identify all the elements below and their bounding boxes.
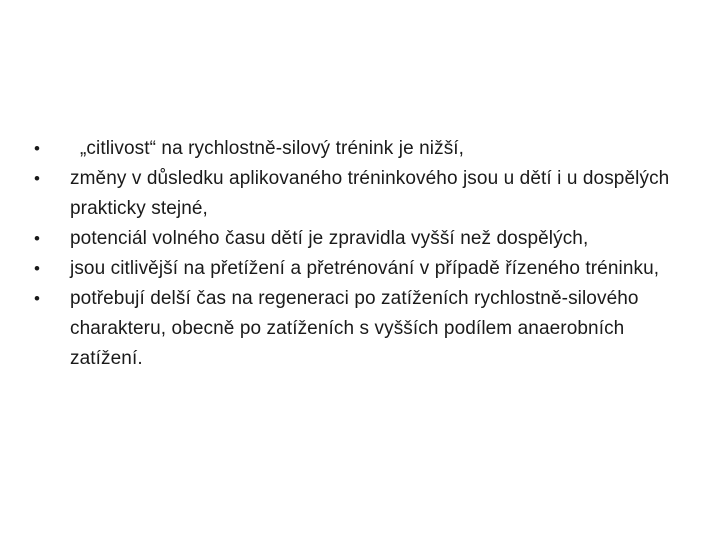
bullet-text-2: změny v důsledku aplikovaného tréninkového jsou u dětí i u dospělých prakticky stejné, [70, 168, 670, 219]
bullet-icon: • [33, 169, 41, 188]
bullet-item-4 [30, 254, 680, 284]
bullet-icon: • [33, 289, 41, 308]
bullet-text-3: potenciál volného času dětí je zpravidla vyšší než dospělých, [70, 228, 589, 249]
bullet-text-5: potřebují delší čas na regeneraci po zatíženích rychlostně-silového charakteru, obecně po zatíženích s vyšších podílem anaerobních zatížení. [70, 288, 639, 369]
bullet-item-5 [30, 284, 680, 374]
bullet-icon: • [33, 229, 41, 248]
bullet-text-4: jsou citlivější na přetížení a přetrénování v případě řízeného tréninku, [70, 258, 660, 279]
bullet-text-1: „citlivost“ na rychlostně-silový trénink je nižší, [80, 138, 465, 159]
bullet-list [30, 134, 680, 374]
bullet-item-1 [30, 134, 680, 164]
bullet-icon: • [33, 259, 41, 278]
bullet-item-2 [30, 164, 680, 224]
bullet-icon: • [33, 139, 41, 158]
bullet-item-3 [30, 224, 680, 254]
